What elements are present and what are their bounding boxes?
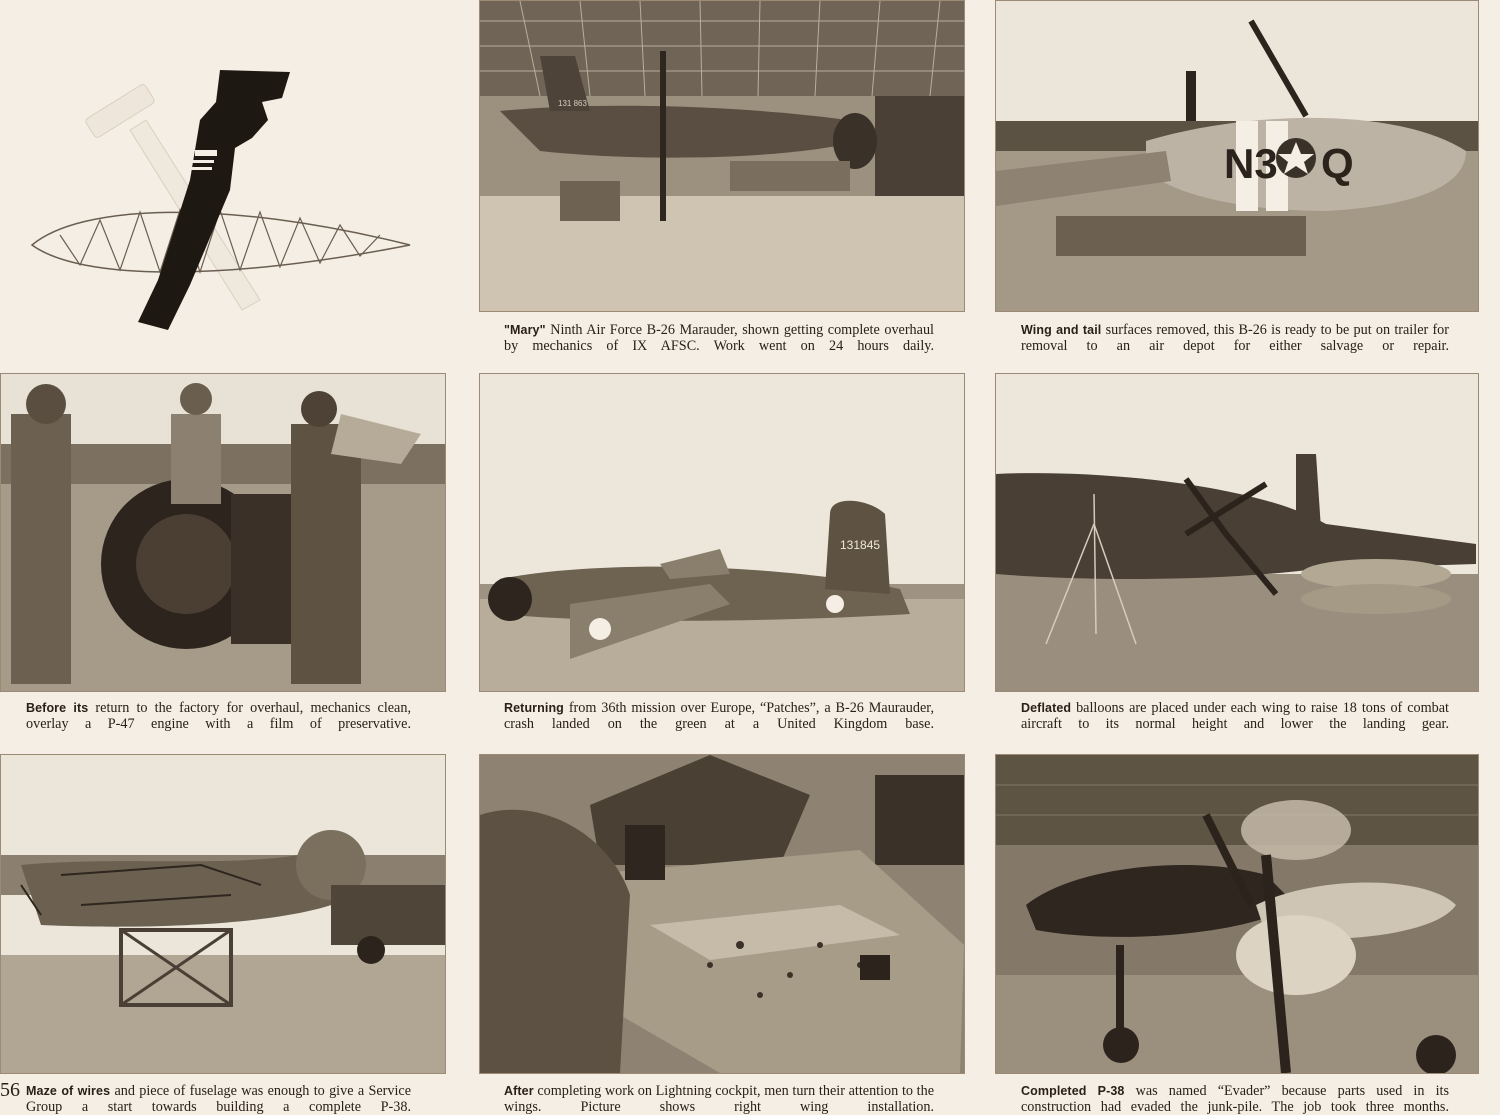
caption-returning (504, 700, 934, 732)
photo-completed-p38-evader (995, 754, 1479, 1074)
caption-text: Ninth Air Force B-26 Marauder, shown getting complete overhaul by mechanics of IX AFSC. Work went on 24 hours daily. (504, 322, 934, 354)
photo-p38-wing-installation (479, 754, 965, 1074)
caption-mary (504, 322, 934, 354)
caption-lead: Before its (26, 701, 89, 715)
wrench-icon (138, 70, 290, 330)
caption-wing-tail (1021, 322, 1449, 354)
caption-after (504, 1083, 934, 1115)
caption-text: and piece of fuselage was enough to give a Service Group a start towards building a complete P-38. (26, 1083, 411, 1115)
caption-text: completing work on Lightning cockpit, men turn their attention to the wings. Picture shows right wing installation. (504, 1083, 934, 1115)
caption-lead: Maze of wires (26, 1084, 111, 1098)
photo-mary-hangar (479, 0, 965, 312)
caption-before-its (26, 700, 411, 732)
tail-serial: 131845 (840, 538, 881, 552)
caption-lead: "Mary" (504, 323, 546, 337)
photo-p47-engine-mechanics (0, 373, 446, 692)
caption-maze-of-wires (26, 1083, 411, 1115)
fuselage-code: N3 (1224, 140, 1278, 187)
photo-b26-wing-tail-removed (995, 0, 1479, 312)
wrench-hammer-emblem (20, 60, 420, 350)
caption-text: surfaces removed, this B-26 is ready to be put on trailer for removal to an air depot for either salvage or repair. (1021, 322, 1450, 354)
caption-deflated (1021, 700, 1449, 732)
caption-lead: Completed P-38 (1021, 1084, 1125, 1098)
caption-text: return to the factory for overhaul, mechanics clean, overlay a P-47 engine with a film of preservative. (26, 700, 411, 732)
caption-lead: After (504, 1084, 534, 1098)
caption-text: from 36th mission over Europe, “Patches”, a B-26 Maurauder, crash landed on the green at a United Kingdom base. (504, 700, 934, 732)
page-number: 56 (0, 1079, 20, 1101)
caption-text: balloons are placed under each wing to raise 18 tons of combat aircraft to its normal height and lower the landing gear. (1021, 700, 1449, 732)
photo-maze-of-wires-fuselage (0, 754, 446, 1074)
caption-lead: Deflated (1021, 701, 1072, 715)
photo-deflated-balloons (995, 373, 1479, 692)
fuselage-letter: Q (1321, 140, 1354, 187)
caption-text: was named “Evader” because parts used in its construction had evaded the junk-pile. The job took three months. (1021, 1083, 1449, 1115)
caption-completed-p38 (1021, 1083, 1449, 1115)
caption-lead: Returning (504, 701, 564, 715)
photo-patches-crash-landed (479, 373, 965, 692)
caption-lead: Wing and tail (1021, 323, 1102, 337)
mary-tail-code: 131 863 (558, 99, 587, 108)
